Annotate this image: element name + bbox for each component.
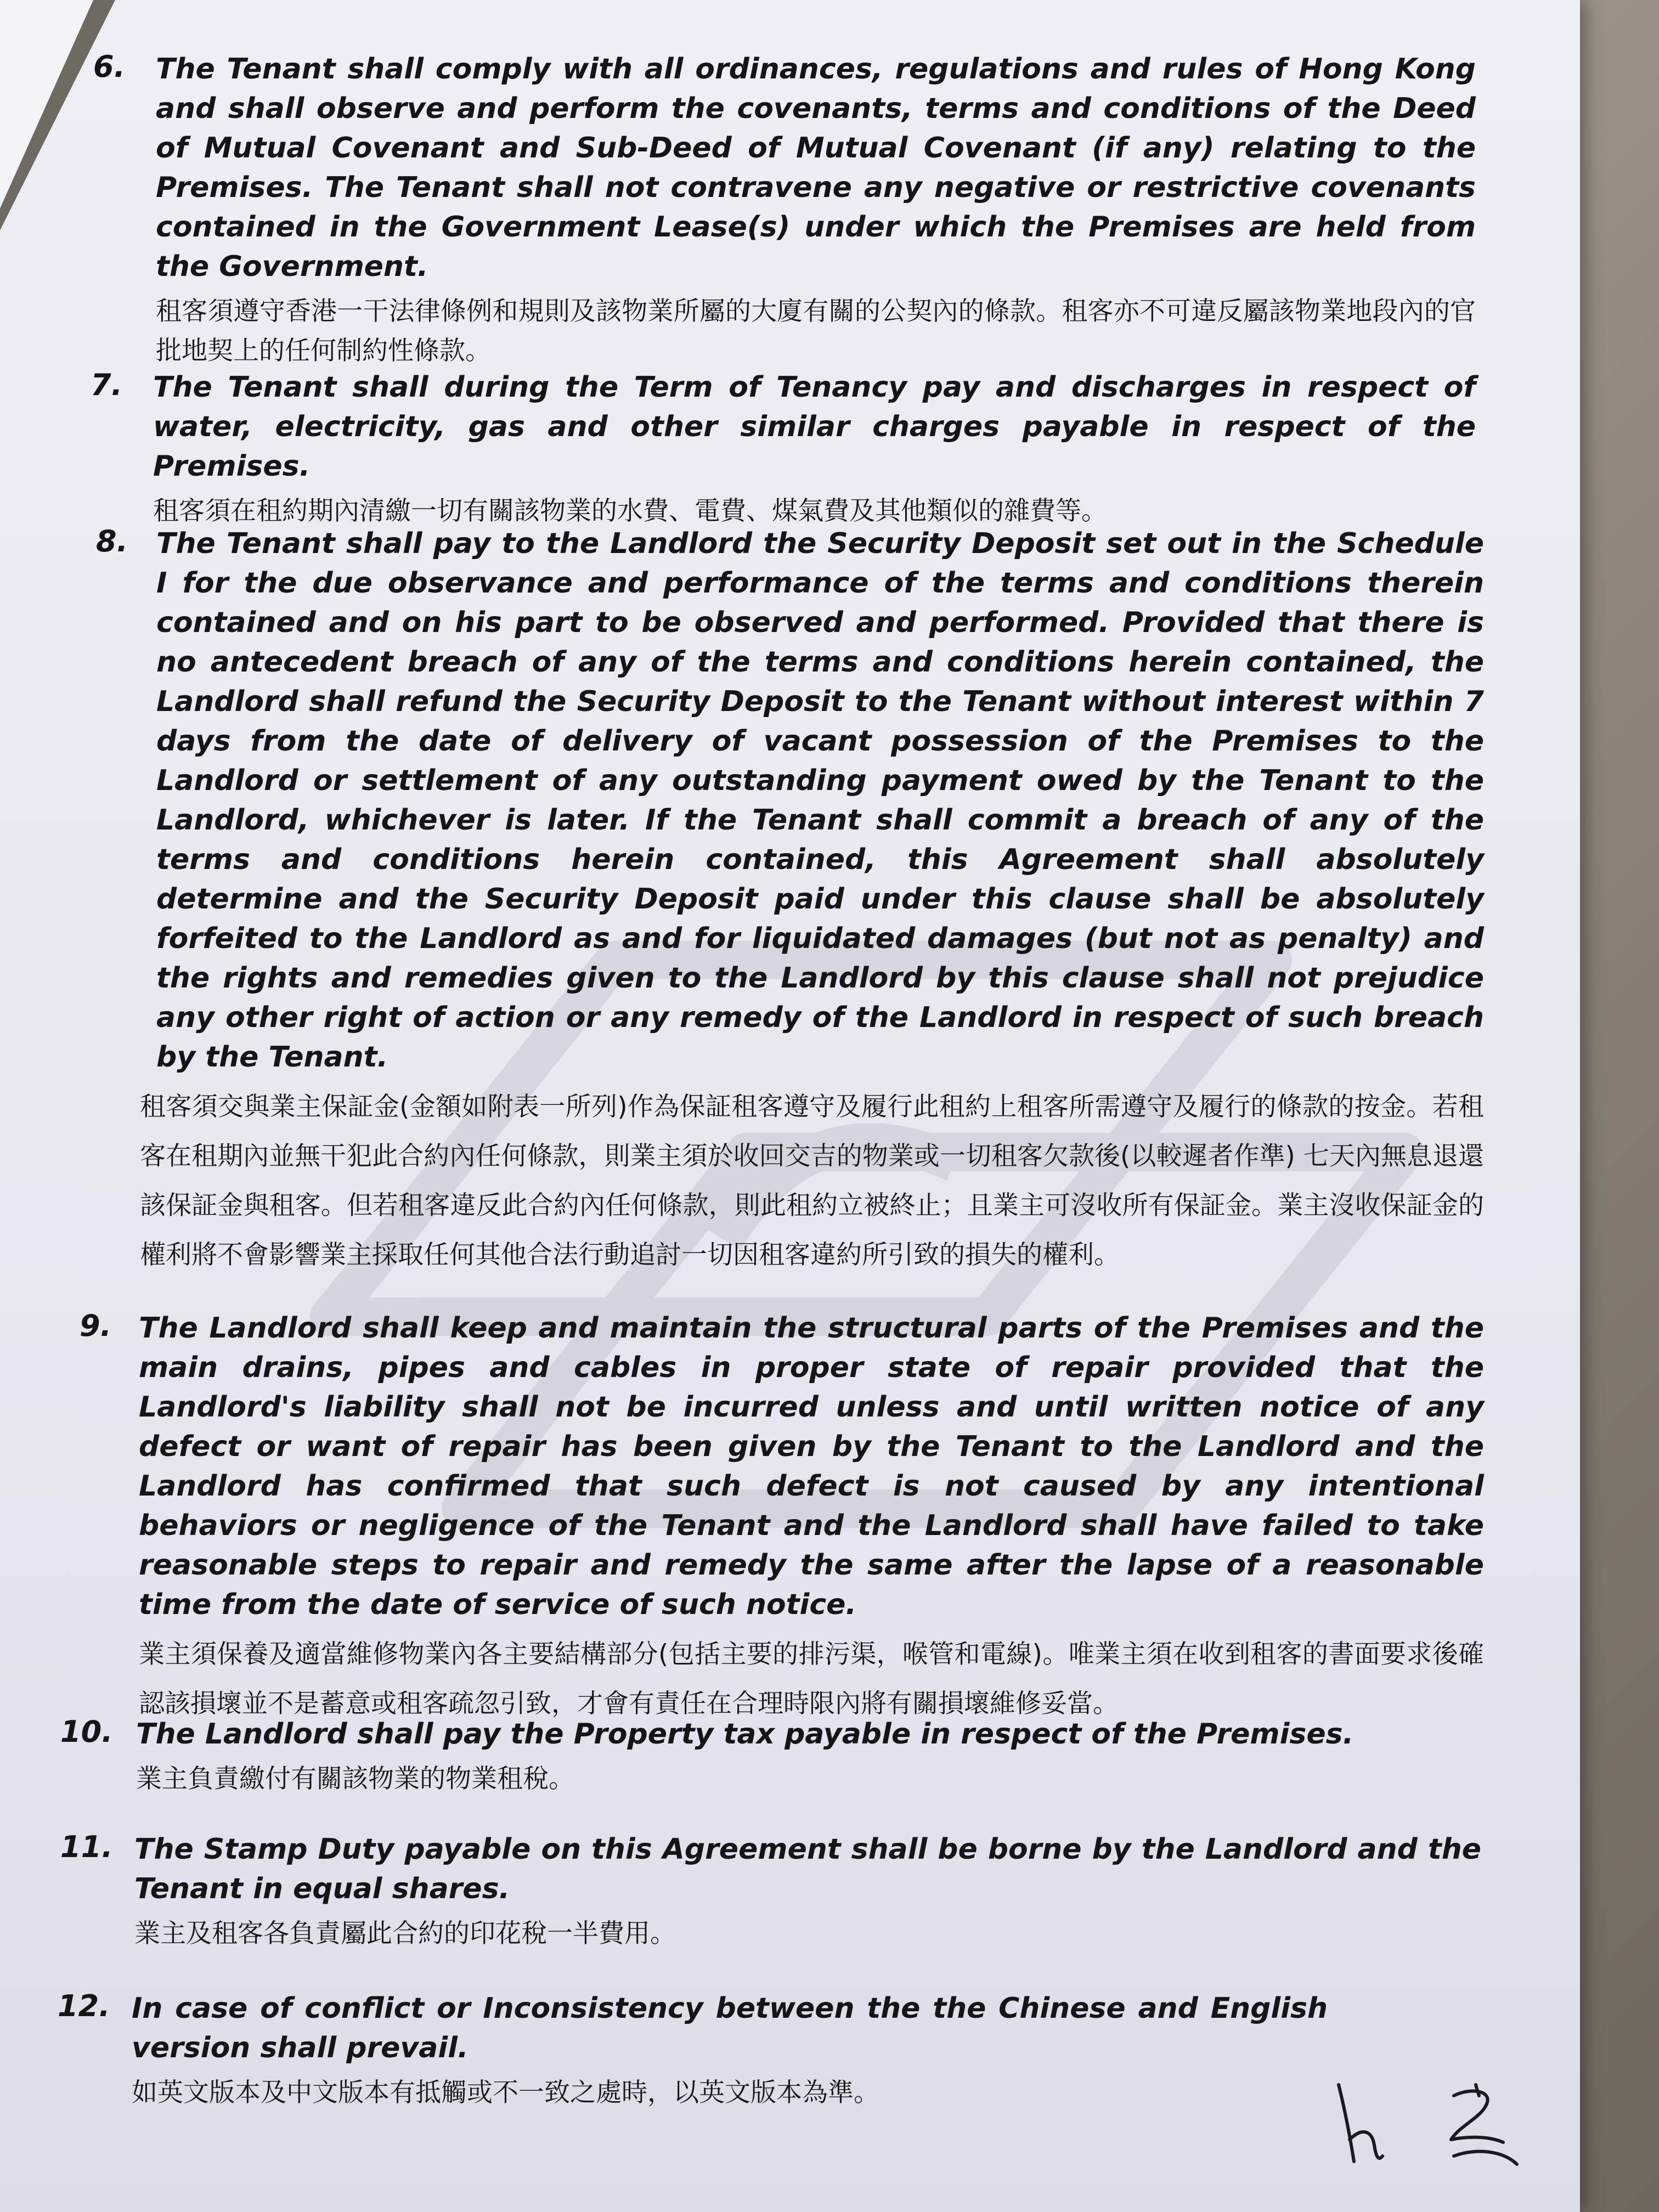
clause-text-chinese: 租客須交與業主保証金(金額如附表一所列)作為保証租客遵守及履行此租約上租客所需遵守及履行的條款的按金。若租客在租期內並無干犯此合約內任何條款，則業主須於收回交吉的物業或一切租客欠款後(以較遲者作準) 七天內無息退還該保証金與租客。但若租客違反此合約內任何條款，則此租約立被終止；且業主可沒收所有保証金。業主沒收保証金的權利將不會影響業主採取任何其他合法行動追討一切因租客違約所引致的損失的權利。: [140, 1092, 1484, 1270]
clause-text-chinese: 租客須遵守香港一干法律條例和規則及該物業所屬的大廈有關的公契內的條款。租客亦不可違反屬該物業地段內的官批地契上的任何制約性條款。: [156, 296, 1476, 366]
clause-text-english: In case of conflict or Inconsistency between the the Chinese and English version shall prevail.: [132, 1992, 1328, 2064]
clause-text-chinese: 業主及租客各負責屬此合約的印花稅一半費用。: [134, 1918, 676, 1949]
clause-text-english: The Tenant shall during the Term of Tenancy pay and discharges in respect of water, electricity, gas and other similar charges payable in respect of the Premises.: [153, 371, 1476, 483]
clause-number: 11.: [60, 1830, 113, 1864]
clause-7: [91, 368, 1476, 531]
clause-text-english: The Stamp Duty payable on this Agreement shall be borne by the Landlord and the Tenant in equal shares.: [134, 1833, 1481, 1905]
clause-number: 12.: [58, 1989, 110, 2023]
clause-12: [58, 1989, 1479, 2113]
clause-11: [60, 1830, 1481, 1954]
clause-number: 9.: [80, 1308, 112, 1343]
handwritten-initials-icon: [1328, 2074, 1536, 2183]
clause-9: [80, 1308, 1484, 1729]
clause-6: [93, 49, 1476, 371]
clause-text-chinese: 租客須在租約期內清繳一切有關該物業的水費、電費、煤氣費及其他類似的雜費等。: [153, 496, 1107, 526]
clause-text-english: The Tenant shall comply with all ordinances, regulations and rules of Hong Kong and shall observe and perform the covenants, terms and conditions of the Deed of Mutual Covenant and Sub-Deed of Mutual Covenant (if any) relating to the Premises. The Tenant shall not contravene any negative or restrictive covenants contained in the Government Lease(s) under which the Premises are held from the Government.: [156, 53, 1476, 283]
clause-8: [96, 524, 1484, 1280]
clause-text-english: The Landlord shall keep and maintain the structural parts of the Premises and the main drains, pipes and cables in proper state of repair provided that the Landlord's liability shall not be incurred unless and until written notice of any defect or want of repair has been given by the Tenant to the Landlord and the Landlord has confirmed that such defect is not caused by any intentional behaviors or negligence of the Tenant and the Landlord shall have failed to take reasonable steps to repair and remedy the same after the lapse of a reasonable time from the date of service of such notice.: [139, 1312, 1484, 1621]
clause-text-english: The Landlord shall pay the Property tax payable in respect of the Premises.: [136, 1718, 1354, 1751]
clause-number: 8.: [96, 524, 128, 558]
clause-number: 6.: [93, 49, 126, 84]
page-corner-fold: [0, 0, 93, 208]
clause-10: [60, 1714, 1481, 1799]
clause-number: 7.: [91, 368, 123, 402]
clause-text-english: The Tenant shall pay to the Landlord the Security Deposit set out in the Schedule I for the due observance and performance of the terms and conditions therein contained and on his part to be observed and performed. Provided that there is no antecedent breach of any of the terms and conditions herein contained, the Landlord shall refund the Security Deposit to the Tenant without interest within 7 days from the date of delivery of vacant possession of the Premises to the Landlord or settlement of any outstanding payment owed by the Tenant to the Landlord, whichever is later. If the Tenant shall commit a breach of any of the terms and conditions herein contained, this Agreement shall absolutely determine and the Security Deposit paid under this clause shall be absolutely forfeited to the Landlord as and for liquidated damages (but not as penalty) and the rights and remedies given to the Landlord by this clause shall not prejudice any other right of action or any remedy of the Landlord in respect of such breach by the Tenant.: [156, 527, 1484, 1074]
clause-number: 10.: [60, 1714, 113, 1749]
clause-text-chinese: 業主負責繳付有關該物業的物業租稅。: [136, 1764, 574, 1794]
clause-text-chinese: 如英文版本及中文版本有抵觸或不一致之處時，以英文版本為準。: [132, 2078, 879, 2108]
clause-text-chinese: 業主須保養及適當維修物業內各主要結構部分(包括主要的排污渠，喉管和電線)。唯業主須在收到租客的書面要求後確認該損壞並不是蓄意或租客疏忽引致，才會有責任在合理時限內將有關損壞維修妥當。: [139, 1639, 1484, 1719]
